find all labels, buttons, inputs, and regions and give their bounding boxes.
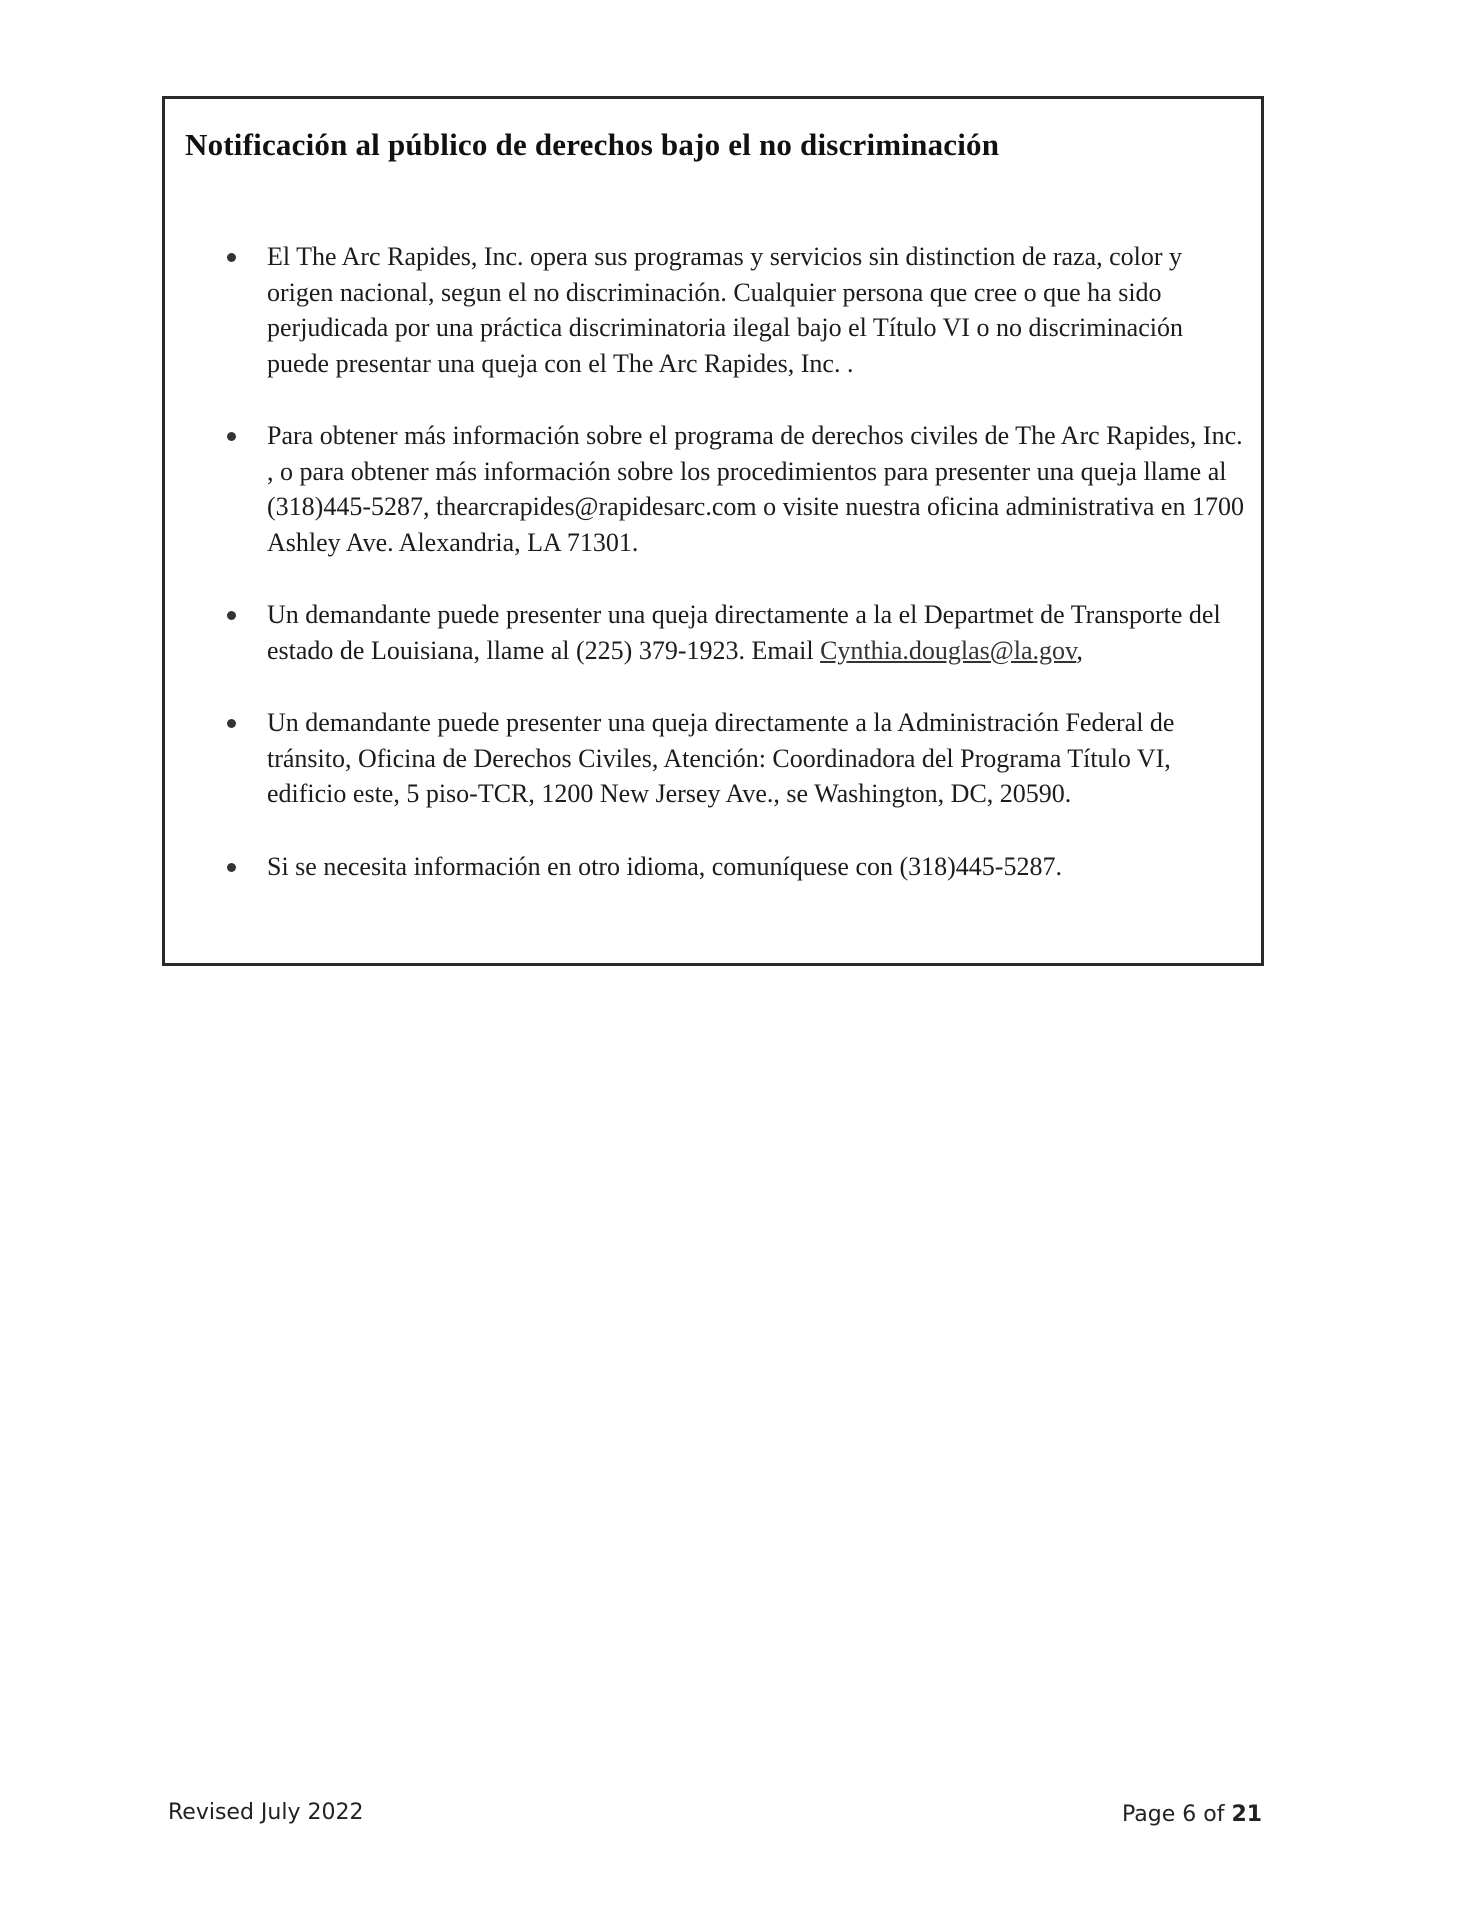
- list-item: [221, 597, 1251, 668]
- bullet-list: [221, 239, 1251, 921]
- notice-box: [162, 96, 1264, 966]
- page-prefix: Page: [1122, 1802, 1183, 1827]
- list-item-text: Un demandante puede presenter una queja directamente a la Administración Federal de tránsito, Oficina de Derechos Civiles, Atención: Coordinadora del Programa Título VI, edificio este, 5 piso-TCR, 1200 New Jersey Ave., se Washington, DC, 20590.: [267, 708, 1175, 808]
- list-item-text: El The Arc Rapides, Inc. opera sus programas y servicios sin distinction de raza, color y origen nacional, segun el no discriminación. Cualquier persona que cree o que ha sido perjudicada por una práctica discriminatoria ilegal bajo el Título VI o no discriminación puede presentar una queja con el The Arc Rapides, Inc. .: [267, 242, 1183, 378]
- bullet-icon: [227, 719, 236, 728]
- email-link[interactable]: Cynthia.douglas@la.gov: [820, 635, 1077, 665]
- page-total: 21: [1231, 1802, 1263, 1827]
- list-item-text: Para obtener más información sobre el programa de derechos civiles de The Arc Rapides, Inc. , o para obtener más información sobre los procedimientos para presenter una queja llame al (318)445-5287, thearcrapides@rapidesarc.com o visite nuestra oficina administrativa en 1700 Ashley Ave. Alexandria, LA 71301.: [267, 421, 1244, 557]
- page-number: [1122, 1802, 1262, 1827]
- notice-title: Notificación al público de derechos bajo el no discriminación: [185, 127, 1000, 162]
- list-item-text: Si se necesita información en otro idioma, comuníquese con (318)445-5287.: [267, 851, 1062, 881]
- list-item: [221, 418, 1251, 560]
- bullet-icon: [227, 253, 236, 262]
- bullet-icon: [227, 432, 236, 441]
- list-item: [221, 705, 1251, 812]
- bullet-icon: [227, 611, 236, 620]
- page-current: 6: [1182, 1802, 1197, 1827]
- list-item-text: Un demandante puede presenter una queja directamente a la el Departmet de Transporte del estado de Louisiana, llame al (225) 379-1923. Email: [267, 600, 1221, 665]
- footer-revised: Revised July 2022: [168, 1800, 364, 1825]
- list-item: [221, 849, 1251, 885]
- bullet-icon: [227, 863, 236, 872]
- list-item-suffix: ,: [1076, 635, 1083, 665]
- page-of: of: [1196, 1802, 1232, 1827]
- list-item: [221, 239, 1251, 381]
